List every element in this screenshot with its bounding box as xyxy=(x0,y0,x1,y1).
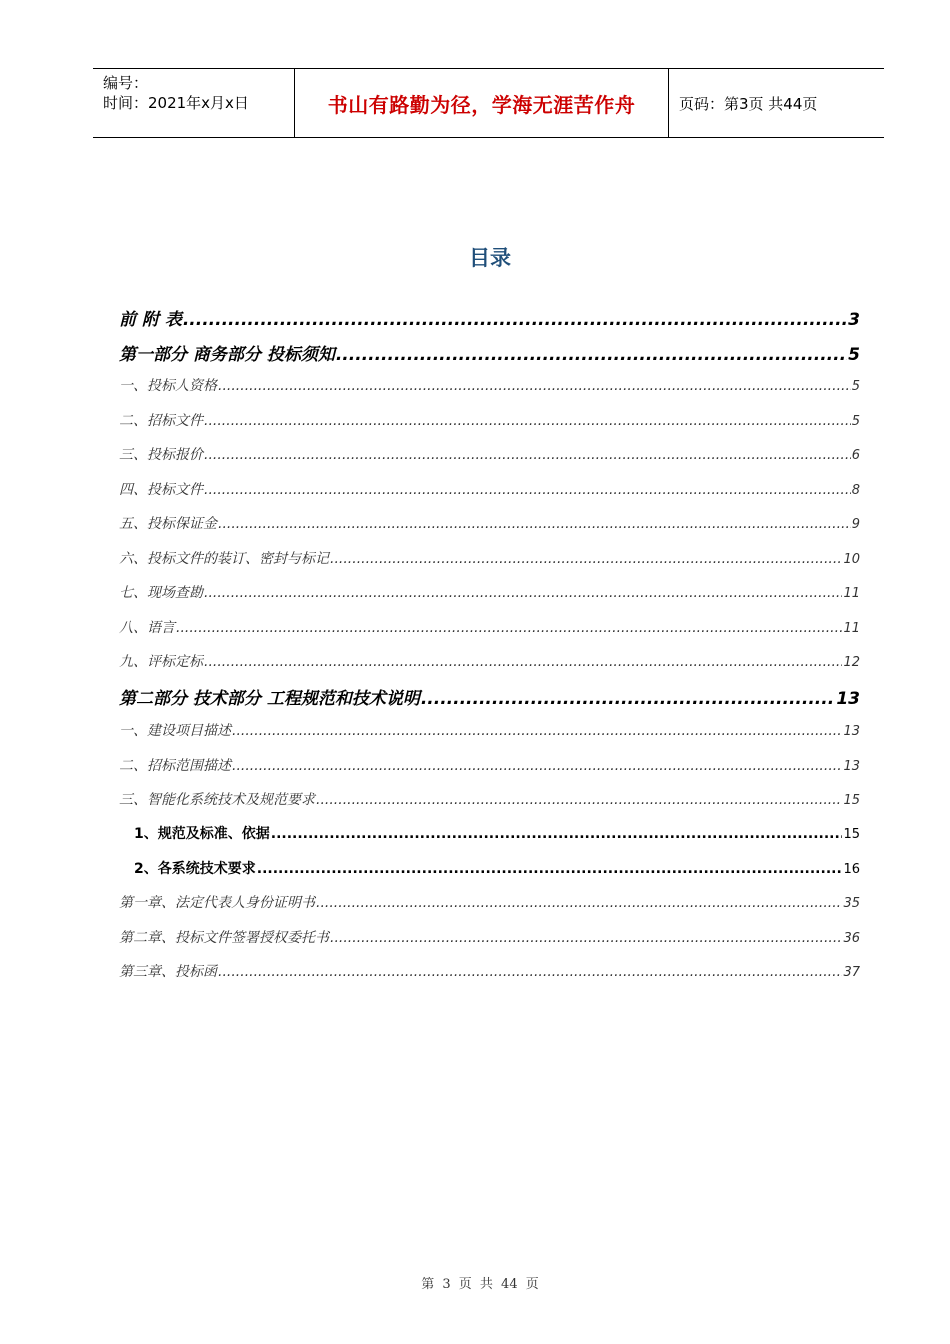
toc-leader-dots xyxy=(336,345,847,365)
toc-entry-page: 37 xyxy=(843,965,860,980)
toc-entry-label: 1、规范及标准、依据 xyxy=(134,826,270,842)
header-motto: 书山有路勤为径，学海无涯苦作舟 xyxy=(327,92,636,117)
toc-entry-label: 九、评标定标 xyxy=(119,654,203,670)
toc-entry[interactable] xyxy=(119,410,860,430)
toc-entry[interactable] xyxy=(119,684,860,709)
toc-entry-label: 三、投标报价 xyxy=(119,447,203,463)
toc-entry-page: 36 xyxy=(843,931,860,946)
toc-entry[interactable] xyxy=(119,548,860,568)
toc-leader-dots xyxy=(204,585,842,601)
toc-entry-label: 五、投标保证金 xyxy=(119,516,217,532)
toc-entry-label: 2、各系统技术要求 xyxy=(134,861,256,877)
toc-leader-dots xyxy=(232,723,842,739)
toc-entry-page: 13 xyxy=(843,724,860,739)
header-page-info: 页码：第3页 共44页 xyxy=(679,94,818,113)
toc-entry-page: 5 xyxy=(851,414,860,429)
toc-entry[interactable] xyxy=(119,375,860,395)
toc-entry-label: 第二部分 技术部分 工程规范和技术说明 xyxy=(119,689,420,709)
toc-leader-dots xyxy=(204,482,851,498)
toc-leader-dots xyxy=(176,620,842,636)
toc-entry-label: 第三章、投标函 xyxy=(119,964,217,980)
header-motto-cell xyxy=(295,69,669,137)
toc-entry-page: 3 xyxy=(848,310,860,330)
toc-leader-dots xyxy=(183,310,847,330)
toc-entry[interactable] xyxy=(119,444,860,464)
toc-entry-page: 11 xyxy=(843,586,860,601)
toc-leader-dots xyxy=(257,861,843,877)
toc-entry-label: 三、智能化系统技术及规范要求 xyxy=(119,792,315,808)
header-page-cell xyxy=(669,69,884,137)
toc-entry-label: 第一部分 商务部分 投标须知 xyxy=(119,345,335,365)
toc-entry-label: 第二章、投标文件签署授权委托书 xyxy=(119,930,329,946)
toc-entry[interactable] xyxy=(119,340,860,365)
toc-entry-label: 七、现场查勘 xyxy=(119,585,203,601)
toc-leader-dots xyxy=(232,758,842,774)
toc-entry[interactable] xyxy=(119,720,860,740)
toc-entry[interactable] xyxy=(119,479,860,499)
toc-leader-dots xyxy=(330,930,842,946)
toc-entry[interactable] xyxy=(119,513,860,533)
toc-entry[interactable] xyxy=(119,617,860,637)
toc-entry-label: 第一章、法定代表人身份证明书 xyxy=(119,895,315,911)
toc-leader-dots xyxy=(204,654,842,670)
toc-entry-page: 15 xyxy=(843,793,860,808)
toc-entry-label: 一、建设项目描述 xyxy=(119,723,231,739)
toc-leader-dots xyxy=(316,792,842,808)
toc-leader-dots xyxy=(330,551,842,567)
toc-entry[interactable] xyxy=(119,651,860,671)
toc-entry-page: 5 xyxy=(848,345,860,365)
toc-leader-dots xyxy=(218,516,851,532)
page-header xyxy=(93,68,884,138)
toc-entry-page: 11 xyxy=(843,621,860,636)
toc-entry-label: 八、语言 xyxy=(119,620,175,636)
toc-entry-page: 8 xyxy=(851,483,860,498)
header-left-cell xyxy=(93,69,295,137)
toc-entry[interactable] xyxy=(119,823,860,843)
toc-entry[interactable] xyxy=(119,582,860,602)
toc-entry-page: 5 xyxy=(851,379,860,394)
toc-leader-dots xyxy=(204,447,851,463)
serial-label: 编号： xyxy=(103,74,149,92)
toc-entry-page: 13 xyxy=(843,759,860,774)
toc-entry-label: 二、招标文件 xyxy=(119,413,203,429)
toc-entry-page: 10 xyxy=(843,552,860,567)
toc-entry[interactable] xyxy=(119,961,860,981)
toc-entry[interactable] xyxy=(119,789,860,809)
time-label: 时间：2021年x月x日 xyxy=(103,94,249,112)
toc-entry-label: 六、投标文件的装订、密封与标记 xyxy=(119,551,329,567)
toc-entry[interactable] xyxy=(119,755,860,775)
toc-entry-label: 四、投标文件 xyxy=(119,482,203,498)
toc-entry-label: 前 附 表 xyxy=(119,310,182,330)
toc-entry-page: 15 xyxy=(843,827,860,842)
toc-entry-page: 16 xyxy=(843,862,860,877)
toc-entry[interactable] xyxy=(119,892,860,912)
toc-leader-dots xyxy=(421,689,835,709)
toc-entry-label: 二、招标范围描述 xyxy=(119,758,231,774)
toc-leader-dots xyxy=(316,895,842,911)
toc-entry[interactable] xyxy=(119,858,860,878)
toc-entry-page: 35 xyxy=(843,896,860,911)
toc-entry-label: 一、投标人资格 xyxy=(119,378,217,394)
toc-leader-dots xyxy=(204,413,851,429)
toc-leader-dots xyxy=(218,378,851,394)
toc-entry[interactable] xyxy=(119,305,860,330)
toc-entry[interactable] xyxy=(119,927,860,947)
toc-leader-dots xyxy=(271,826,843,842)
toc-entry-page: 6 xyxy=(851,448,860,463)
toc-entry-page: 9 xyxy=(851,517,860,532)
toc-leader-dots xyxy=(218,964,842,980)
toc-entry-page: 13 xyxy=(836,689,860,709)
page-footer: 第 3 页 共 44 页 xyxy=(421,1277,539,1292)
toc-entry-page: 12 xyxy=(843,655,860,670)
toc-title: 目录 xyxy=(469,246,511,270)
